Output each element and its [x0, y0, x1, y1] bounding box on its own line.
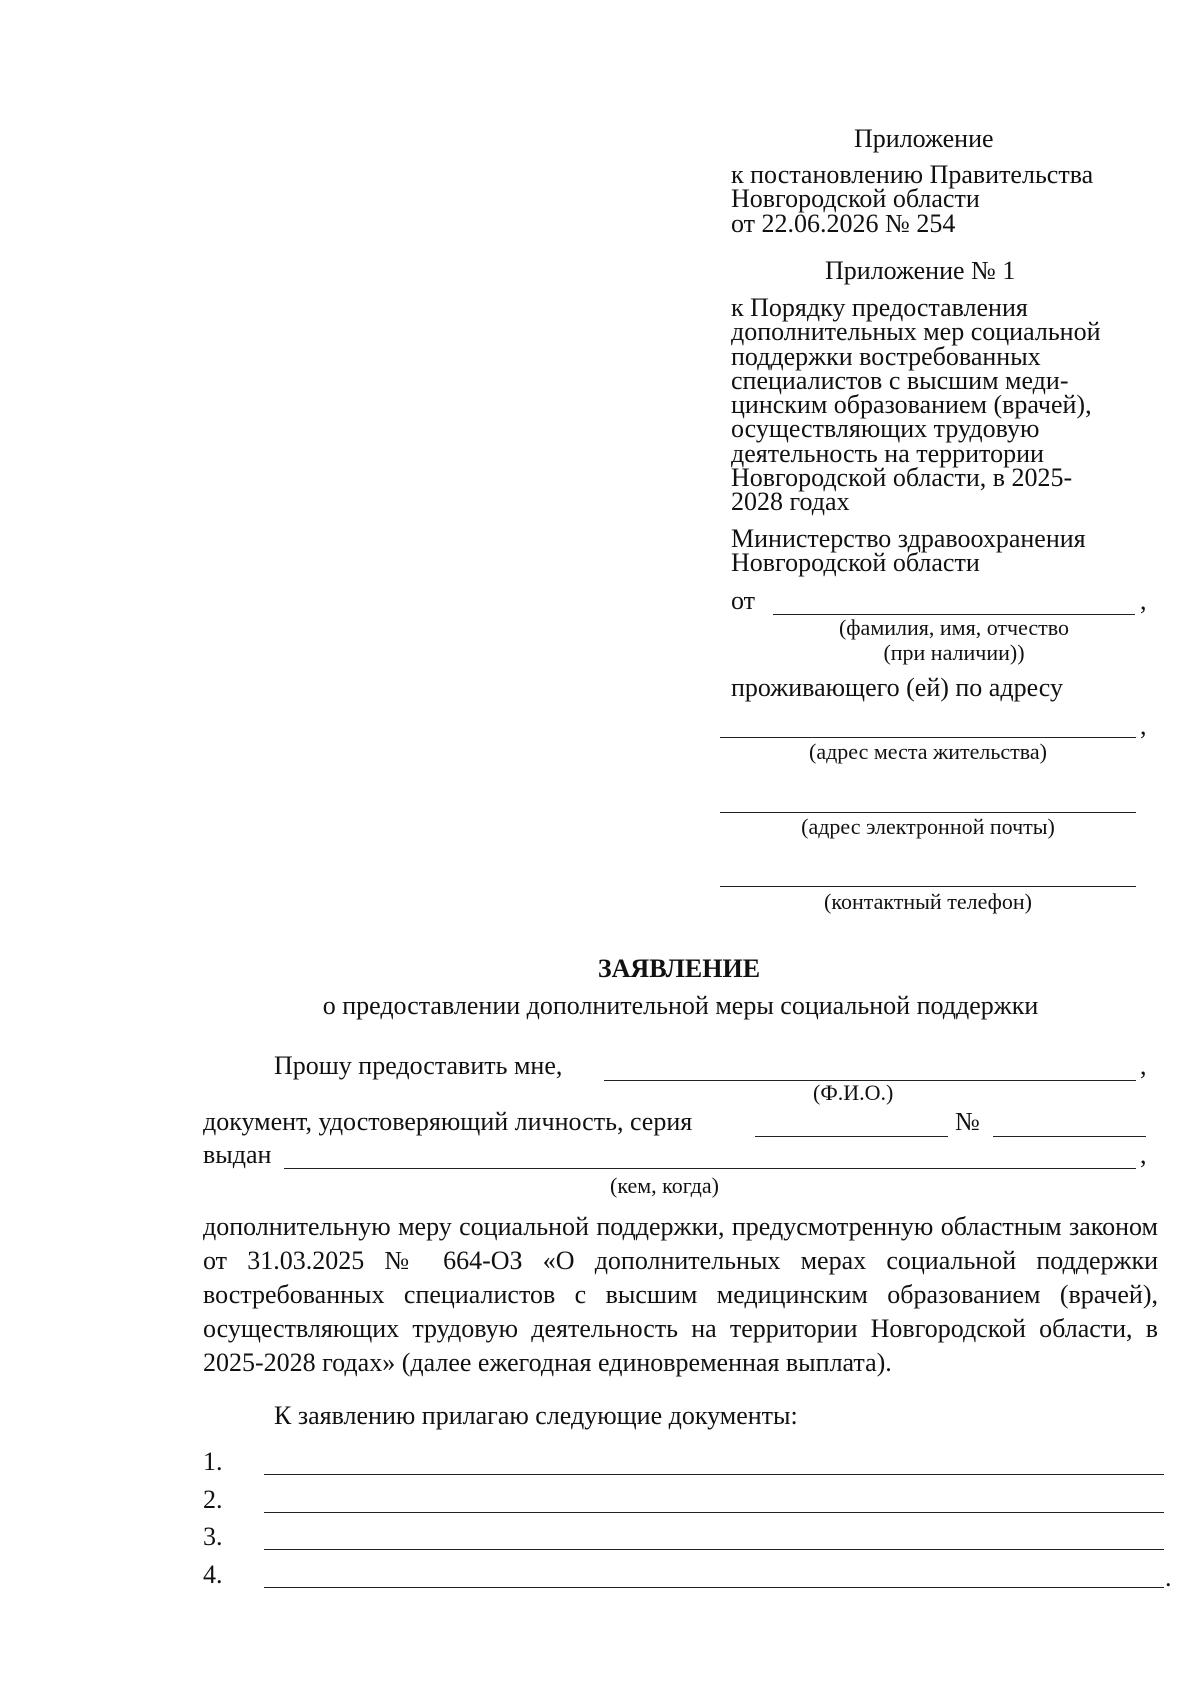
appendix-1-line: поддержки востребованных	[731, 341, 1041, 371]
attachment-number: 4.	[203, 1560, 223, 1589]
resolution-line: Новгородской области	[731, 184, 980, 214]
issued-comma: ,	[1140, 1140, 1147, 1169]
address-caption: (адрес места жительства)	[809, 739, 1047, 764]
series-underline[interactable]	[755, 1136, 948, 1137]
number-sign: №	[955, 1107, 980, 1136]
email-caption: (адрес электронной почты)	[801, 814, 1055, 839]
phone-underline[interactable]	[720, 886, 1136, 887]
attachment-line[interactable]	[264, 1549, 1164, 1550]
appendix-1-line: специалистов с высшим меди-	[731, 365, 1069, 395]
appendix-title: Приложение	[854, 124, 994, 153]
attachment-line[interactable]	[264, 1587, 1164, 1588]
addressee-line: Министерство здравоохранения	[731, 524, 1086, 553]
addressee-line: Новгородской области	[731, 548, 980, 578]
statement-body: дополнительную меру социальной поддержки, предусмотренную областным законом от 31.03.2025 № 664-ОЗ «О дополнительных мерах социальной поддержки востребованных специалистов с высшим медицинским образованием (врачей), осуществляющих трудовую деятельность на территории Новгородской области, в 2025-2028 годах» (далее ежегодная единовременная выплата).	[203, 1212, 1158, 1377]
address-underline[interactable]	[720, 737, 1136, 738]
appendix-1-line: 2028 годах	[731, 487, 850, 517]
number-underline[interactable]	[993, 1136, 1146, 1137]
resolution-line: от 22.06.2026 № 254	[731, 208, 956, 238]
residence-label: проживающего (ей) по адресу	[731, 673, 1063, 702]
fio-caption-line: (фамилия, имя, отчество	[838, 615, 1070, 640]
fio-caption-line: (при наличии))	[883, 640, 1025, 665]
issued-caption: (кем, когда)	[610, 1173, 719, 1198]
appendix-1-line: цинским образованием (врачей),	[731, 390, 1092, 420]
attachment-number: 2.	[203, 1485, 223, 1514]
statement-title: ЗАЯВЛЕНИЕ	[597, 954, 761, 983]
request-comma: ,	[1140, 1051, 1147, 1080]
attachment-number: 3.	[203, 1522, 223, 1551]
attachment-line[interactable]	[264, 1474, 1164, 1475]
fio-caption	[773, 617, 1135, 664]
request-fio-caption: (Ф.И.О.)	[813, 1080, 894, 1105]
attachment-number: 1.	[203, 1447, 223, 1476]
appendix-1-line: осуществляющих трудовую	[731, 414, 1040, 444]
appendix-1-text	[731, 293, 1101, 517]
email-underline[interactable]	[720, 812, 1136, 813]
appendix-1-line: дополнительных мер социальной	[731, 317, 1101, 347]
issued-underline[interactable]	[284, 1168, 1136, 1169]
appendix-resolution-ref	[731, 160, 1094, 238]
final-period: .	[1165, 1563, 1172, 1592]
issued-label: выдан	[203, 1140, 272, 1169]
fio-comma: ,	[1140, 586, 1147, 615]
appendix-1-line: Новгородской области, в 2025-	[731, 463, 1073, 493]
request-label: Прошу предоставить мне,	[274, 1051, 563, 1080]
appendix-1-title: Приложение № 1	[825, 256, 1016, 285]
from-label: от	[731, 586, 756, 615]
appendix-1-line: деятельность на территории	[731, 438, 1044, 468]
id-doc-label: документ, удостоверяющий личность, серия	[203, 1107, 693, 1136]
appendix-1-line: к Порядку предоставления	[731, 293, 1028, 322]
address-comma: ,	[1140, 711, 1147, 740]
attachment-line[interactable]	[264, 1512, 1164, 1513]
attachments-label: К заявлению прилагаю следующие документы:	[274, 1401, 798, 1430]
resolution-line: к постановлению Правительства	[731, 160, 1094, 189]
statement-subtitle: о предоставлении дополнительной меры социальной поддержки	[322, 991, 1039, 1020]
phone-caption: (контактный телефон)	[824, 889, 1032, 914]
addressee-ministry	[731, 524, 1086, 578]
